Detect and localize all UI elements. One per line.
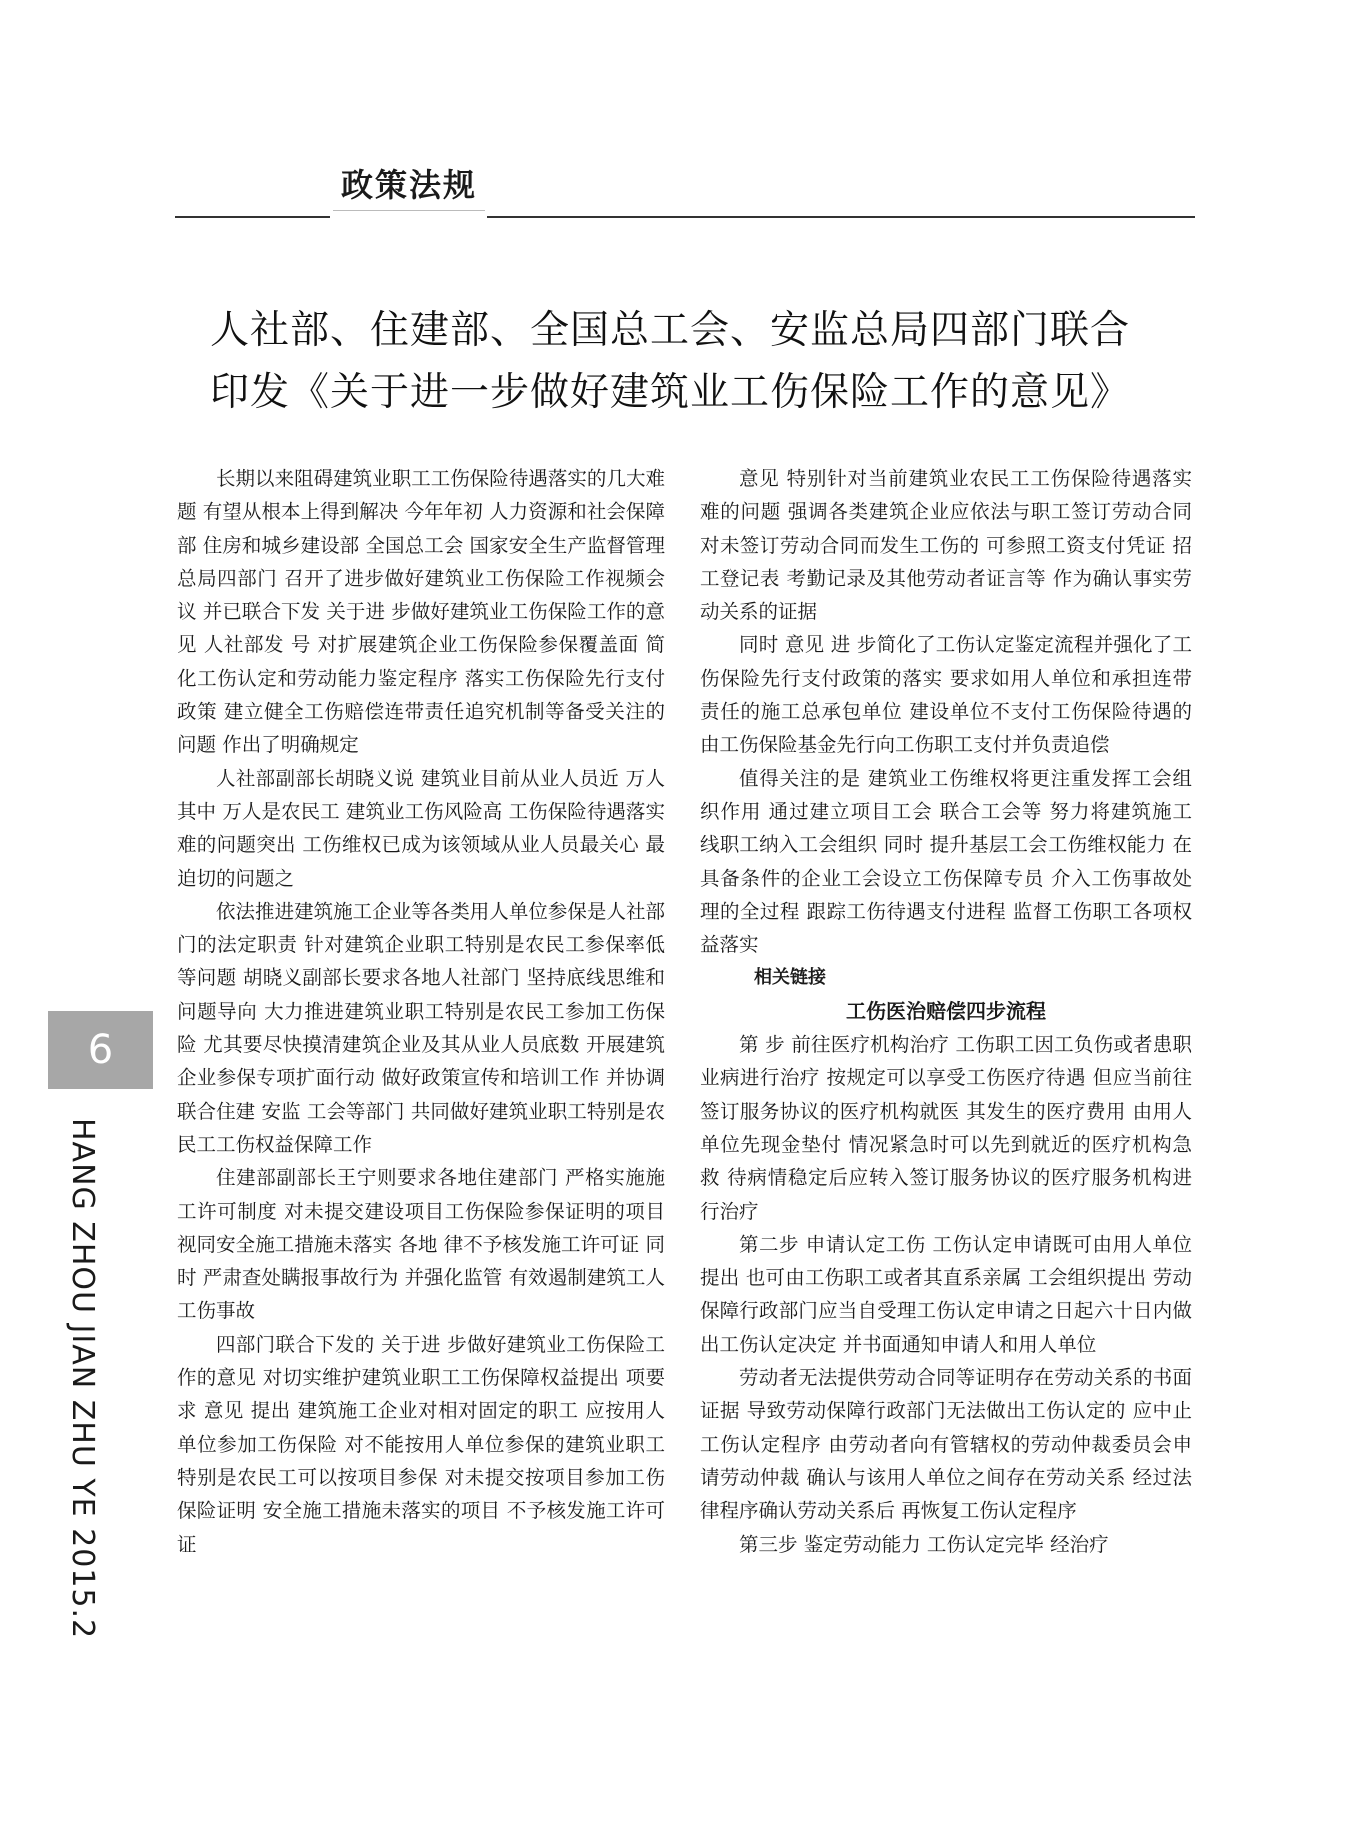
article-title-line2: 印发《关于进一步做好建筑业工伤保险工作的意见》: [209, 370, 1130, 415]
paragraph: 值得关注的是 建筑业工伤维权将更注重发挥工会组织作用 通过建立项目工会 联合工会等 努力将建筑施工 线职工纳入工会组织 同时 提升基层工会工伤维权能力 在具备条件的企业工会设立工伤保障专员 介入工伤事故处理的全过程 跟踪工伤待遇支付进程 监督工伤职工各项权益落实: [700, 766, 1192, 957]
section-label: 政策法规: [333, 160, 485, 211]
header-rule-right: [487, 216, 1195, 218]
paragraph: 同时 意见 进 步简化了工伤认定鉴定流程并强化了工伤保险先行支付政策的落实 要求如用人单位和承担连带责任的施工总承包单位 建设单位不支付工伤保险待遇的 由工伤保险基金先行向工伤职工支付并负责追偿: [700, 633, 1192, 757]
step-paragraph: 第 步 前往医疗机构治疗 工伤职工因工负伤或者患职业病进行治疗 按规定可以享受工伤医疗待遇 但应当前往签订服务协议的医疗机构就医 其发生的医疗费用 由用人单位先现金垫付 情况紧急时可以先到就近的医疗机构急救 待病情稳定后应转入签订服务协议的医疗服务机构进行治疗: [700, 1033, 1192, 1223]
paragraph: 长期以来阻碍建筑业职工工伤保险待遇落实的几大难题 有望从根本上得到解决 今年年初 人力资源和社会保障部 住房和城乡建设部 全国总工会 国家安全生产监督管理总局四部门 召开了进步做好建筑业工伤保险工作视频会议 并已联合下发 关于进 步做好建筑业工伤保险工作的意见 人社部发 号 对扩展建筑企业工伤保险参保覆盖面 简化工伤认定和劳动能力鉴定程序 落实工伤保险先行支付政策 建立健全工伤赔偿连带责任追究机制等备受关注的问题 作出了明确规定: [177, 467, 665, 757]
paragraph: 意见 特别针对当前建筑业农民工工伤保险待遇落实难的问题 强调各类建筑企业应依法与职工签订劳动合同 对未签订劳动合同而发生工伤的 可参照工资支付凭证 招工登记表 考勤记录及其他劳动者证言等 作为确认事实劳动关系的证据: [700, 467, 1192, 624]
section-header: [175, 160, 1195, 220]
left-column: [177, 462, 665, 1561]
right-column: [700, 462, 1192, 1561]
page-number: 6: [48, 1011, 153, 1089]
paragraph: 住建部副部长王宁则要求各地住建部门 严格实施施工许可制度 对未提交建设项目工伤保险参保证明的项目 视同安全施工措施未落实 各地 律不予核发施工许可证 同时 严肃查处瞒报事故行为 并强化监管 有效遏制建筑工人工伤事故: [177, 1166, 665, 1323]
step-paragraph: 第二步 申请认定工伤 工伤认定申请既可由用人单位提出 也可由工伤职工或者其直系亲属 工会组织提出 劳动保障行政部门应当自受理工伤认定申请之日起六十日内做出工伤认定决定 并书面通知申请人和用人单位: [700, 1232, 1192, 1356]
journal-name-vertical: HANG ZHOU JIAN ZHU YE 2015.2: [65, 1118, 100, 1640]
step-paragraph: 第三步 鉴定劳动能力 工伤认定完毕 经治疗: [739, 1532, 1109, 1556]
paragraph: 人社部副部长胡晓义说 建筑业目前从业人员近 万人 其中 万人是农民工 建筑业工伤风险高 工伤保险待遇落实难的问题突出 工伤维权已成为该领域从业人员最关心 最迫切的问题之: [177, 766, 665, 890]
header-rule-left: [175, 216, 330, 218]
article-title-line1: 人社部、住建部、全国总工会、安监总局四部门联合: [209, 308, 1130, 353]
step-paragraph: 劳动者无法提供劳动合同等证明存在劳动关系的书面证据 导致劳动保障行政部门无法做出工伤认定的 应中止工伤认定程序 由劳动者向有管辖权的劳动仲裁委员会申请劳动仲裁 确认与该用人单位之间存在劳动关系 经过法律程序确认劳动关系后 再恢复工伤认定程序: [700, 1366, 1192, 1523]
subheading: 工伤医治赔偿四步流程: [846, 998, 1046, 1023]
paragraph: 依法推进建筑施工企业等各类用人单位参保是人社部门的法定职责 针对建筑企业职工特别是农民工参保率低等问题 胡晓义副部长要求各地人社部门 坚持底线思维和问题导向 大力推进建筑业职工特别是农民工参加工伤保险 尤其要尽快摸清建筑企业及其从业人员底数 开展建筑企业参保专项扩面行动 做好政策宣传和培训工作 并协调联合住建 安监 工会等部门 共同做好建筑业职工特别是农民工工伤权益保障工作: [177, 899, 665, 1156]
paragraph: 四部门联合下发的 关于进 步做好建筑业工伤保险工作的意见 对切实维护建筑业职工工伤保障权益提出 项要求 意见 提出 建筑施工企业对相对固定的职工 应按用人单位参加工伤保险 对不能按用人单位参保的建筑业职工特别是农民工可以按项目参保 对未提交按项目参加工伤保险证明 安全施工措施未落实的项目 不予核发施工许可证: [177, 1332, 665, 1556]
related-links-label: 相关链接: [754, 967, 826, 989]
